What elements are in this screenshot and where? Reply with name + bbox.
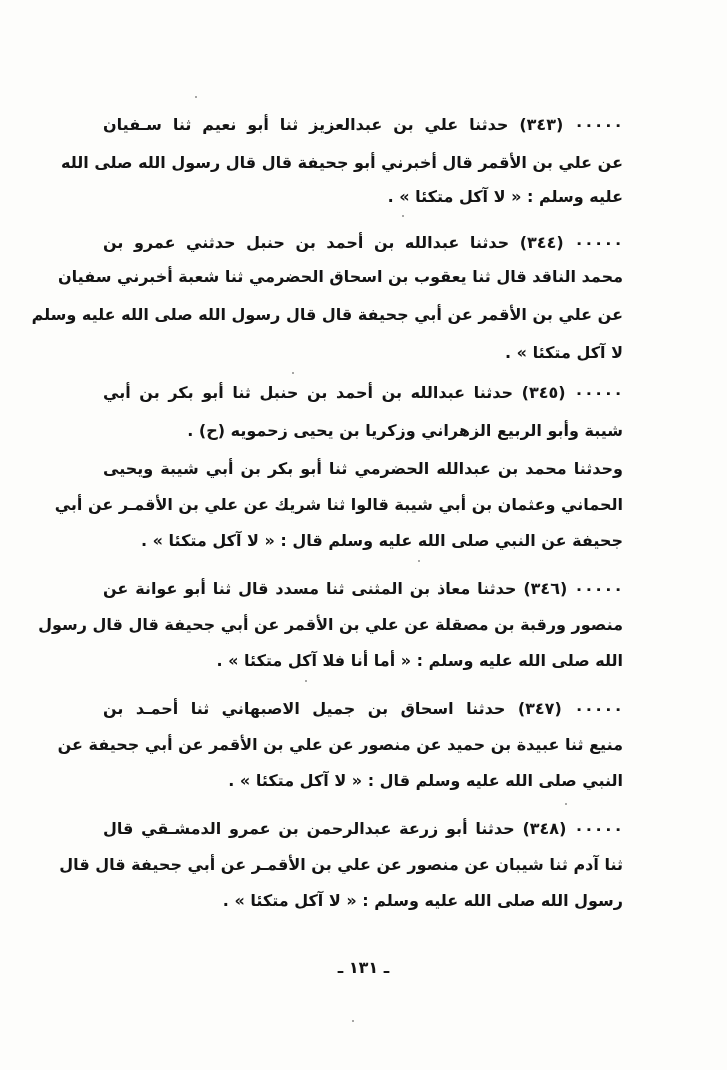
scan-speck	[292, 372, 294, 374]
hadith-343-line-1: ٠٠٠٠٠ (٣٤٣) حدثنا علي بن عبدالعزيز ثنا أبو نعيم ثنا سـفيان	[103, 115, 624, 134]
hadith-346-line-1: ٠٠٠٠٠ (٣٤٦) حدثنا معاذ بن المثنى ثنا مسدد قال ثنا أبو عوانة عن	[103, 579, 623, 598]
hadith-343-line-3: عليه وسلم : « لا آكل متكئا » .	[387, 187, 623, 206]
hadith-345-line-3: وحدثنا محمد بن عبدالله الحضرمي ثنا أبو بكر بن أبي شيبة ويحيى	[103, 459, 623, 478]
hadith-344-line-2: محمد الناقد قال ثنا يعقوب بن اسحاق الحضرمي ثنا شعبة أخبرني سفيان	[58, 267, 623, 286]
hadith-347-line-2: منيع ثنا عبيدة بن حميد عن منصور عن علي بن الأقمر عن أبي جحيفة عن	[57, 735, 623, 754]
hadith-345-line-1: ٠٠٠٠٠ (٣٤٥) حدثنا عبدالله بن أحمد بن حنبل ثنا أبو بكر بن أبي	[103, 383, 623, 402]
hadith-347-line-1: ٠٠٠٠٠ (٣٤٧) حدثنا اسحاق بن جميل الاصبهاني ثنا أحمـد بن	[103, 699, 624, 718]
hadith-346-line-3: الله صلى الله عليه وسلم : « أما أنا فلا آكل متكئا » .	[216, 651, 623, 670]
hadith-348-line-2: ثنا آدم ثنا شيبان عن منصور عن علي بن الأقمـر عن أبي جحيفة قال قال	[59, 855, 623, 874]
hadith-346-line-2: منصور ورقبة بن مصقلة عن علي بن الأقمر عن أبي جحيفة قال قال رسول	[38, 615, 623, 634]
scan-speck	[402, 215, 404, 217]
hadith-345-line-5: جحيفة عن النبي صلى الله عليه وسلم قال : « لا آكل متكئا » .	[140, 531, 623, 550]
hadith-343-line-2: عن علي بن الأقمر قال أخبرني أبو جحيفة قال قال رسول الله صلى الله	[61, 153, 623, 172]
hadith-344-line-1: ٠٠٠٠٠ (٣٤٤) حدثنا عبدالله بن أحمد بن حنبل حدثني عمرو بن	[103, 233, 624, 252]
hadith-348-line-3: رسول الله صلى الله عليه وسلم : « لا آكل متكئا » .	[222, 891, 623, 910]
hadith-347-line-3: النبي صلى الله عليه وسلم قال : « لا آكل متكئا » .	[228, 771, 623, 790]
hadith-345-line-2: شيبة وأبو الربيع الزهراني وزكريا بن يحيى زحمويه (ح) .	[187, 421, 623, 440]
scan-speck	[418, 560, 420, 562]
scan-speck	[305, 680, 307, 682]
page-number: ـ ١٣١ ـ	[337, 958, 390, 977]
hadith-345-line-4: الحماني وعثمان بن أبي شيبة قالوا ثنا شريك عن علي بن الأقمـر عن أبي	[54, 495, 623, 514]
hadith-344-line-4: لا آكل متكئا » .	[505, 343, 623, 362]
hadith-344-line-3: عن علي بن الأقمر عن أبي جحيفة قال قال رسول الله صلى الله عليه وسلم	[31, 305, 623, 324]
scan-speck	[195, 96, 197, 98]
scan-speck	[352, 1020, 354, 1022]
scan-speck	[565, 803, 567, 805]
hadith-348-line-1: ٠٠٠٠٠ (٣٤٨) حدثنا أبو زرعة عبدالرحمن بن عمرو الدمشـقي قال	[103, 819, 623, 838]
